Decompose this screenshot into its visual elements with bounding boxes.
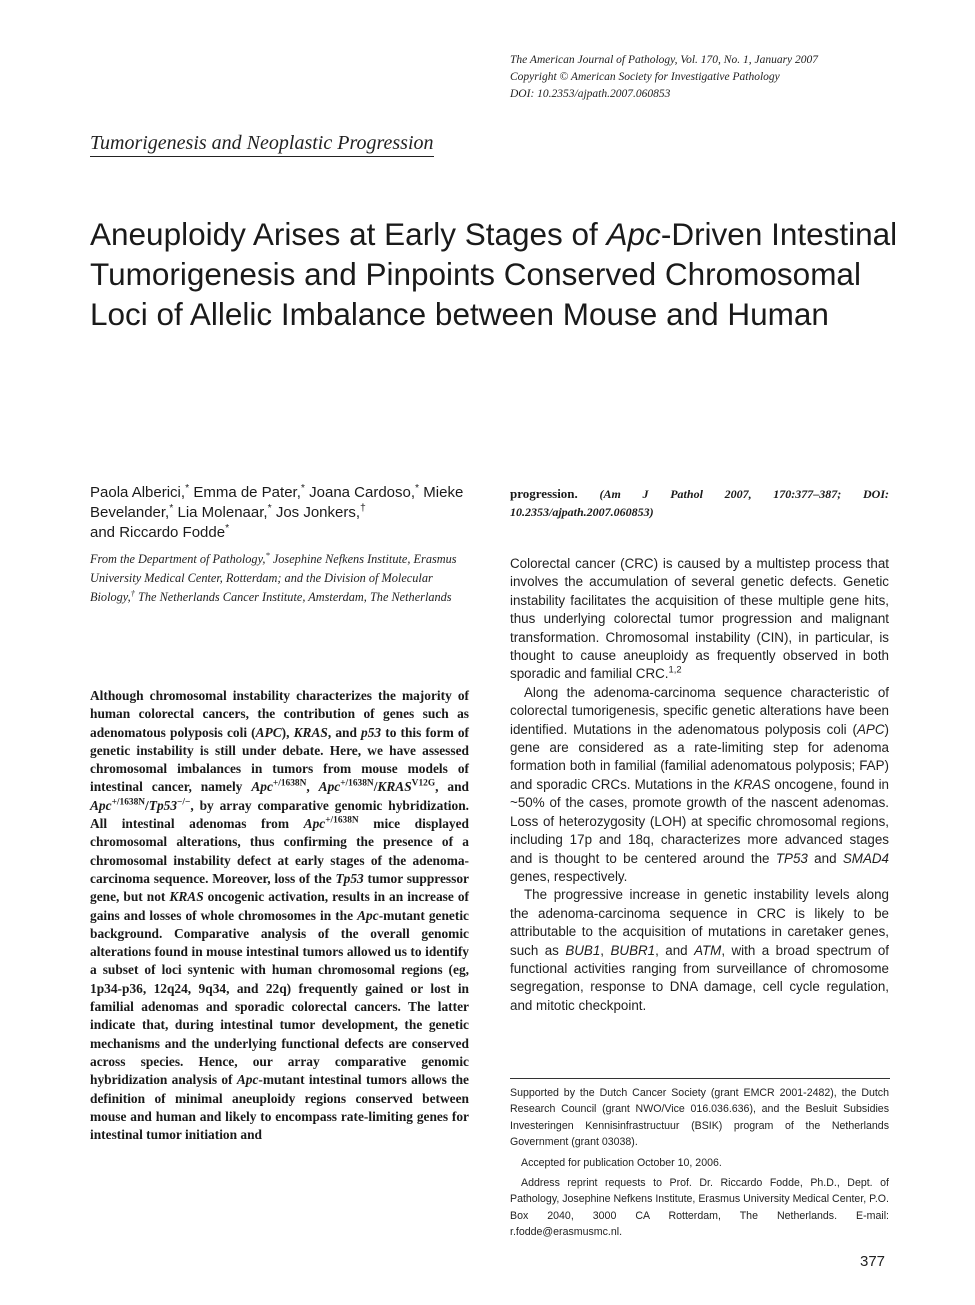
reference-superscript: 1,2 xyxy=(668,664,682,675)
gene-name: BUBR1 xyxy=(610,942,656,958)
text-span: The progressive increase in genetic instability levels along the adenoma-carcinoma sequence in CRC is likely to be attributable to the acquisition of mutations in caretaker genes, such as xyxy=(510,887,889,958)
author-name: Mieke Bevelander, xyxy=(90,484,464,521)
text-span: oncogene, found in ~50% of the cases, promote growth of the nascent adenomas. Loss of heterozygosity (LOH) at specific chromosomal regions, including 17p and 18q, characterizes more advanced stages and is thought to be centered around the xyxy=(510,776,889,866)
author-name: Paola Alberici, xyxy=(90,484,186,501)
affiliations xyxy=(90,550,480,607)
paragraph xyxy=(510,555,889,684)
genotype-superscript: −/− xyxy=(177,797,191,808)
text-span: tumor suppressor gene, but not xyxy=(90,870,469,905)
text-span: to this form of genetic instability is still under debate. Here, we have assessed chromosomal imbalances in tumors from mouse models of intestinal cancer, namely xyxy=(90,724,469,795)
text-span: -mutant genetic background. Comparative analysis of the overall genomic alterations found in mouse intestinal tumors allowed us to identify a subset of loci syntenic with human chromosomal regions (eg, 1p34-p36, 12q24, 9q34, and 22q) frequently gained or lost in familial adenomas and sporadic colorectal cancers. The latter indicate that, during intestinal tumor development, the genetic mechanisms and the underlying functional defects are conserved across species. Hence, our array comparative genomic hybridization analysis of xyxy=(90,907,469,1088)
title-gene-apc: Apc xyxy=(606,216,661,252)
text-span: mice displayed chromosomal alterations, thus confirming the presence of a chromosomal instability defect at early stages of the adenoma-carcinoma sequence. Moreover, loss of the xyxy=(90,816,469,886)
genotype-superscript: +/1638N xyxy=(272,779,307,790)
author-name: Jos Jonkers, xyxy=(271,504,361,521)
text-span: , and xyxy=(655,942,695,958)
gene-name: KRAS xyxy=(733,776,771,792)
text-span: ) gene are considered as a rate-limiting step for adenoma formation both in familial (familial adenomatous polyposis; FAP) and sporadic CRCs. Mutations in the xyxy=(510,721,889,792)
article-title xyxy=(90,214,910,334)
gene-name: KRAS xyxy=(377,779,412,795)
text-span: , xyxy=(600,942,611,958)
gene-name: APC xyxy=(856,721,885,737)
body-text xyxy=(510,555,889,1015)
text-span: , by array comparative genomic hybridization. All intestinal adenomas from xyxy=(90,797,469,832)
gene-name: Apc xyxy=(251,779,273,795)
affiliation-text: Josephine Nefkens Institute, Erasmus University Medical Center, Rotterdam; and the Division of Molecular Biology, xyxy=(90,552,457,604)
text-span: , and xyxy=(327,724,362,740)
text-span: / xyxy=(145,797,149,813)
journal-citation: The American Journal of Pathology, Vol. 170, No. 1, January 2007 xyxy=(510,54,819,66)
gene-name: BUB1 xyxy=(565,942,601,958)
affiliation-mark: † xyxy=(130,587,135,598)
journal-copyright: Copyright © American Society for Investigative Pathology xyxy=(510,71,780,83)
text-span: and xyxy=(807,850,843,866)
affiliation-mark: * xyxy=(300,482,305,494)
genotype-superscript: +/1638N xyxy=(325,815,359,826)
text-span: Along the adenoma-carcinoma sequence characteristic of colorectal tumorigenesis, specific genetic alterations have been identified. Mutations in the adenomatous polyposis coli ( xyxy=(510,684,889,737)
gene-name: Tp53 xyxy=(335,870,364,886)
affiliation-mark: * xyxy=(169,502,174,514)
footnotes xyxy=(510,1085,889,1245)
author-name: Joana Cardoso, xyxy=(304,484,416,501)
affiliation-mark: * xyxy=(265,549,270,560)
gene-name: APC xyxy=(255,724,282,740)
genotype-superscript: +/1638N xyxy=(340,779,374,790)
author-name: Emma de Pater, xyxy=(189,484,301,501)
author-name: and Riccardo Fodde xyxy=(90,524,226,541)
paragraph xyxy=(510,886,889,1015)
author-name: Lia Molenaar, xyxy=(173,504,268,521)
footnote-divider xyxy=(510,1078,890,1079)
text-span: -mutant intestinal tumors allows the definition of minimal aneuploidy regions conserved between mouse and human and likely to encompass rate-limiting genes for intestinal tumor initiation and xyxy=(90,1072,470,1143)
journal-doi: DOI: 10.2353/ajpath.2007.060853 xyxy=(510,88,671,100)
gene-name: Apc xyxy=(236,1072,259,1088)
abstract-continuation: progression. xyxy=(510,486,578,501)
gene-name: TP53 xyxy=(775,850,808,866)
affiliation-mark: * xyxy=(415,482,420,494)
affiliation-mark: * xyxy=(185,482,190,494)
affiliation-text: From the Department of Pathology, xyxy=(90,552,266,566)
gene-name: Apc xyxy=(318,779,341,795)
reprint-address: Address reprint requests to Prof. Dr. Riccardo Fodde, Ph.D., Dept. of Pathology, Josephine Nefkens Institute, Erasmus University Medical Center, P.O. Box 2040, 3000 CA Rotterdam, The Netherlands. E-mail: r.fodde@erasmusmc.nl. xyxy=(510,1177,889,1239)
text-span: Although chromosomal instability characterizes the majority of human colorectal cancers, the contribution of genes such as adenomatous polyposis coli ( xyxy=(90,688,469,740)
journal-header xyxy=(510,52,930,103)
gene-name: ATM xyxy=(694,942,722,958)
gene-name: Apc xyxy=(90,797,112,813)
abstract xyxy=(90,687,469,1144)
text-span: oncogenic activation, results in an increase of gains and losses of whole chromosomes in the xyxy=(90,889,469,923)
text-span: , with a broad spectrum of functional activities ranging from surveillance of chromosome segregation, response to DNA damage, cell cycle regulation, and mitotic checkpoint. xyxy=(510,942,889,1013)
page-number: 377 xyxy=(860,1253,886,1270)
article-reference: (Am J Pathol 2007, 170:377–387; DOI: 10.2353/ajpath.2007.060853) xyxy=(510,487,889,519)
section-heading: Tumorigenesis and Neoplastic Progression xyxy=(90,132,434,157)
genotype-superscript: +/1638N xyxy=(111,797,146,808)
genotype-superscript: V12G xyxy=(411,779,436,790)
gene-name: Apc xyxy=(357,907,379,923)
text-span: ), xyxy=(281,724,294,740)
paragraph xyxy=(510,684,889,886)
title-text-2: -Driven Intestinal Tumorigenesis and Pinpoints Conserved Chromosomal Loci of Allelic Imbalance between Mouse and Human xyxy=(90,216,898,332)
gene-name: SMAD4 xyxy=(842,850,889,866)
affiliation-mark: † xyxy=(360,502,366,514)
gene-name: KRAS xyxy=(293,724,328,740)
gene-name: KRAS xyxy=(169,889,204,905)
author-list xyxy=(90,483,480,543)
gene-name: Apc xyxy=(303,816,326,832)
title-text-1: Aneuploidy Arises at Early Stages of xyxy=(90,216,607,252)
text-span: , xyxy=(306,779,319,795)
accepted-date: Accepted for publication October 10, 2006. xyxy=(521,1156,722,1169)
gene-name: p53 xyxy=(361,724,382,740)
citation-line xyxy=(510,485,889,521)
text-span: genes, respectively. xyxy=(510,868,628,884)
funding-note: Supported by the Dutch Cancer Society (grant EMCR 2001-2482), the Dutch Research Council (grant NWO/Vice 016.036.636), and the Besluit Subsidies Investeringen Kennisinfrastructuur (BSIK) program of the Netherlands Government (grant 03038). xyxy=(510,1087,889,1149)
text-span: Colorectal cancer (CRC) is caused by a multistep process that involves the accumulation of several genetic defects. Genetic instability facilitates the acquisition of these multiple gene hits, thus underlying colorectal tumor progression and malignant transformation. Chromosomal instability (CIN), in particular, is thought to cause aneuploidy as frequently observed in both sporadic and familial CRC. xyxy=(510,556,889,682)
text-span: / xyxy=(373,779,378,795)
affiliation-text: The Netherlands Cancer Institute, Amsterdam, The Netherlands xyxy=(134,590,452,604)
affiliation-mark: * xyxy=(267,502,272,514)
gene-name: Tp53 xyxy=(148,797,178,813)
affiliation-mark: * xyxy=(225,522,230,534)
text-span: , and xyxy=(435,779,469,795)
